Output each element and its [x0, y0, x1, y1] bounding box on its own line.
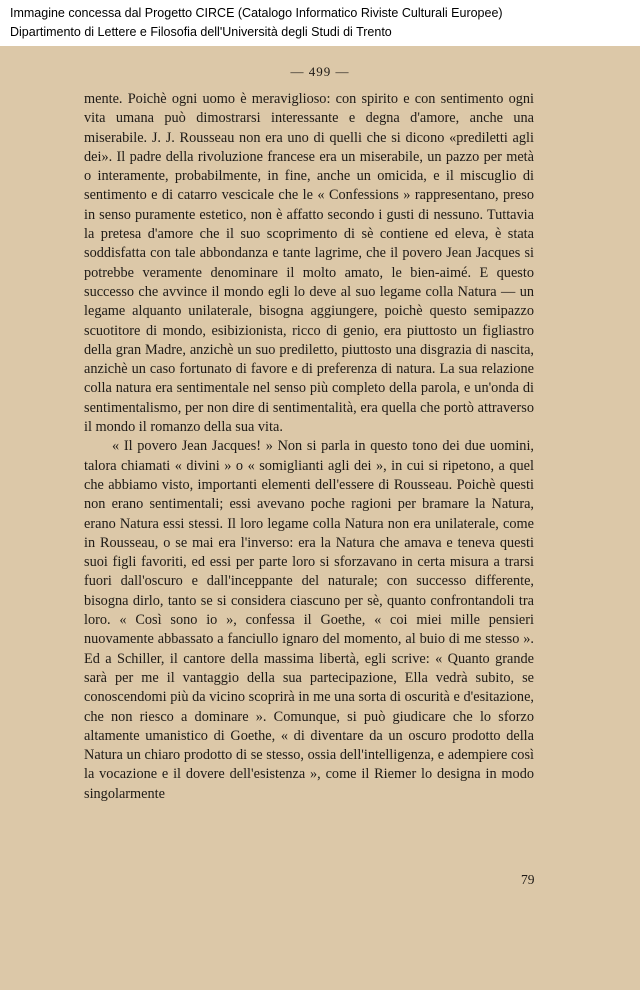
credit-line-1: Immagine concessa dal Progetto CIRCE (Catalogo Informatico Riviste Culturali Europee): [10, 6, 503, 20]
page-body-text: [84, 90, 534, 804]
page-footer-number: 79: [521, 872, 535, 887]
image-credit-banner: [0, 0, 640, 46]
credit-line-2: Dipartimento di Lettere e Filosofia dell'Università degli Studi di Trento: [10, 25, 392, 39]
page-header-number: — 499 —: [290, 64, 350, 79]
scanned-page: [0, 46, 640, 990]
paragraph-1: mente. Poichè ogni uomo è meraviglioso: con spirito e con sentimento ogni vita umana può dimostrarsi interessante e degna d'amore, anche una miserabile. J. J. Rousseau non era uno di quelli che si dicono «prediletti agli dei». Il padre della rivoluzione francese era un miserabile, un pazzo per metà o interamente, probabilmente, in fine, anche un omicida, e il miscuglio di sentimento e di catarro vescicale che le « Confessions » rappresentano, preso in senso puramente estetico, non è affatto secondo i gusti di nessuno. Tuttavia la pretesa d'amore che il suo scoprimento di sè contiene ed eleva, è stata soddisfatta con tale abbondanza e tante lagrime, che il povero Jean Jacques si potrebbe veramente denominare il molto amato, le bien-aimé. E questo successo che avvince il mondo egli lo deve al suo legame colla Natura — un legame alquanto unilaterale, bisogna aggiungere, poichè questo semipazzo scuotitore di mondo, esibizionista, ricco di genio, era piuttosto un figliastro della gran Madre, anzichè un suo prediletto, piuttosto una disgrazia di nascita, anzichè un caso fortunato di favore e di preferenza di natura. La sua relazione colla natura era sentimentale nel senso più completo della parola, e un'onda di sentimentalismo, per non dire di sentimentalità, era quella che portò attraverso il mondo il romanzo della sua vita.: [84, 91, 534, 436]
paragraph-2: « Il povero Jean Jacques! » Non si parla in questo tono dei due uomini, talora chiamati « divini » o « somiglianti agli dei », in cui si ripetono, a quel che abbiamo visto, importanti elementi dell'essere di Rousseau. Poichè questi non erano sentimentali; essi avevano poche ragioni per bramare la Natura, erano Natura essi stessi. Il loro legame colla Natura non era unilaterale, come in Rousseau, o se mai era l'inverso: era la Natura che amava e teneva questi suoi figli favoriti, ed essi per parte loro si sforzavano in certa misura a trarsi fuori dall'oscuro e dall'inceppante del naturale; con successo differente, bisogna dirlo, tanto se si considera ciascuno per sè, quanto confrontandoli tra loro. « Così sono io », confessa il Goethe, « coi miei mille pensieri nuovamente abbassato a fanciullo ignaro del momento, al buio di me stesso ». Ed a Schiller, il cantore della massima libertà, egli scrive: « Quanto grande sarà per me il vantaggio della sua partecipazione, Ella vedrà subito, se conoscendomi più da vicino scoprirà in me una sorta di oscurità e d'esitazione, che non riesco a dominare ». Comunque, si può giudicare che lo sforzo altamente umanistico di Goethe, « di diventare da un oscuro prodotto della Natura un chiaro prodotto di se stesso, ossia dell'intelligenza, e adempiere così la vocazione e il dovere dell'esistenza », come il Riemer lo designa in modo singolarmente: [84, 438, 534, 802]
